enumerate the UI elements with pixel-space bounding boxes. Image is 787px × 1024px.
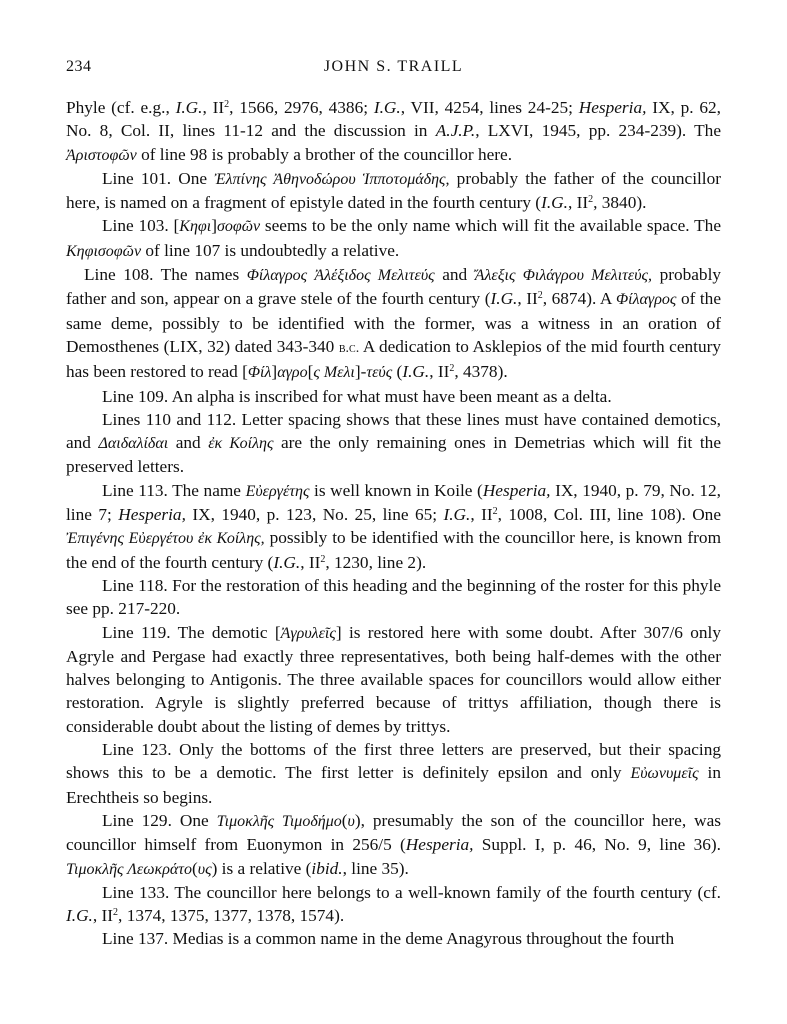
text: probably father and son, appear on a grave stele of the fourth century (	[66, 265, 722, 309]
text: Line 113. The name	[102, 480, 246, 500]
superscript: 2	[320, 553, 326, 565]
greek-text: υ	[347, 812, 355, 830]
greek-text: Ἄλεξις Φιλάγρου Μελιτεύς,	[474, 267, 653, 285]
superscript: 2	[113, 907, 119, 919]
note-line-113	[66, 479, 721, 574]
text: probably the father of the councillor here, is named on a fragment of epistyle dated in the fourth century (	[66, 168, 722, 213]
text: , II	[92, 906, 114, 926]
running-head	[66, 58, 721, 82]
note-line-109: Line 109. An alpha is inscribed for what must have been meant as a delta.	[102, 386, 612, 406]
text: , LXVI, 1945, pp. 234-239). The	[475, 121, 721, 141]
superscript: 2	[492, 506, 498, 518]
greek-text: Τιμοκλῆς Λεωκράτο	[66, 860, 192, 878]
text: Line 133. The councillor here belongs to a well-known family of the fourth century (cf.	[102, 882, 721, 902]
greek-text: Ἐπιγένης Εὐεργέτου ἐκ Κοίλης,	[66, 530, 265, 548]
small-caps-text: b.c.	[338, 340, 360, 356]
note-line-103	[66, 214, 721, 263]
text: seems to be the only name which will fit the available space. The	[260, 216, 721, 236]
greek-text: Φίλαγρος Ἀλέξιδος Μελιτεύς	[246, 267, 435, 285]
text: Line 129. One	[102, 810, 217, 830]
text: of the same deme, possibly to be identified with the former, was a witness in an oration of Demosthenes (LIX, 32) dated 343-340	[66, 289, 721, 356]
note-line-137: Line 137. Medias is a common name in the deme Anagyrous throughout the fourth	[102, 929, 675, 949]
note-line-118: Line 118. For the restoration of this heading and the beginning of the roster for this phyle see pp. 217-220.	[66, 575, 721, 619]
text: A dedication to Asklepios of the mid fourth century has been restored to read [	[66, 336, 721, 382]
greek-text: Κηφι	[179, 218, 212, 236]
greek-text: Φίλαγρος	[615, 291, 677, 309]
text: Lines 110 and 112. Letter spacing shows that these lines must have contained demotics, and	[66, 409, 721, 453]
text: IX, p. 62, No. 8, Col. II, lines 11-12 and the discussion in	[66, 98, 721, 141]
text: , 3840).	[593, 193, 647, 213]
citation: I.G.	[175, 98, 203, 117]
text: Line 123. Only the bottoms of the first three letters are preserved, but their spacing shows this to be a demotic. The first letter is definitely epsilon and only	[66, 740, 721, 783]
greek-text: ἐκ Κοίλης	[208, 435, 274, 453]
superscript: 2	[449, 363, 455, 375]
citation: I.G.	[373, 98, 401, 117]
note-line-108	[66, 263, 721, 384]
text: , 1008, Col. III, line 108). One	[497, 505, 721, 525]
text: , II	[567, 193, 589, 213]
text: ), presumably the son of the councillor here, was councillor himself from Euonymon in 256/5 (	[66, 810, 721, 855]
citation: Hesperia,	[482, 480, 551, 500]
note-lines-110-112	[66, 408, 721, 479]
text: , II	[517, 289, 538, 309]
text: ) is a relative (	[211, 858, 312, 878]
citation: I.G.	[443, 505, 471, 525]
text: ]	[271, 362, 278, 382]
running-head-author: JOHN S. TRAILL	[323, 58, 464, 75]
text: (	[392, 362, 403, 382]
text: ]	[211, 216, 217, 236]
text: , 4378).	[454, 362, 508, 382]
note-line-133	[66, 881, 721, 928]
greek-text: τεύς	[366, 364, 393, 382]
greek-text: Φίλ	[247, 364, 272, 382]
text: of line 107 is undoubtedly a relative.	[141, 240, 400, 260]
text: , 6874). A	[542, 289, 616, 309]
text: (	[192, 858, 198, 878]
text: Suppl. I, p. 46, No. 9, line 36).	[473, 835, 721, 855]
note-line-119	[66, 621, 721, 738]
greek-text: Εὐωνυμεῖς	[630, 765, 699, 783]
text: IX, 1940, p. 123, No. 25, line 65;	[185, 505, 444, 525]
text: Line 108. The names	[84, 265, 247, 285]
text: is well known in Koile (	[309, 480, 483, 500]
greek-text: σοφῶν	[216, 218, 261, 236]
text: , II	[300, 552, 321, 572]
citation: Hesperia,	[578, 98, 647, 117]
text: and	[168, 433, 209, 453]
greek-text: αγρο	[277, 364, 308, 382]
greek-text: ς Μελι	[313, 364, 355, 382]
text: , II	[202, 98, 225, 117]
citation: ibid.	[311, 858, 343, 878]
article-body	[66, 96, 721, 951]
text: IX, 1940, p. 79, No. 12, line 7;	[66, 480, 721, 525]
text: are the only remaining ones in Demetrias which will fit the preserved letters.	[66, 433, 721, 477]
text: , 1374, 1375, 1377, 1378, 1574).	[118, 906, 345, 926]
superscript: 2	[224, 99, 230, 110]
text: Line 103. [	[102, 216, 180, 236]
text: and	[434, 265, 475, 285]
citation: I.G.	[66, 906, 93, 926]
superscript: 2	[537, 290, 543, 302]
citation: A.J.P.	[435, 121, 476, 141]
text: Line 101. One	[102, 168, 215, 188]
text: Phyle (cf. e.g.,	[66, 98, 176, 117]
note-line-101	[66, 167, 721, 215]
text: in Erechtheis so begins.	[66, 763, 721, 807]
text: , VII, 4254, lines 24-25;	[400, 98, 579, 117]
text: , 1566, 2976, 4386;	[229, 98, 374, 117]
text: , 1230, line 2).	[325, 552, 427, 572]
text: of line 98 is probably a brother of the councillor here.	[136, 144, 513, 164]
greek-text: Κηφισοφῶν	[66, 242, 142, 260]
greek-text: Τιμοκλῆς Τιμοδήμο	[216, 812, 342, 830]
text: (	[341, 810, 348, 830]
text: , II	[470, 505, 493, 525]
text: [	[307, 362, 314, 382]
citation: I.G.	[490, 289, 518, 309]
greek-text: Δαιδαλίδαι	[98, 435, 169, 453]
note-line-123	[66, 738, 721, 809]
text: ] is restored here with some doubt. After 307/6 only Agryle and Pergase had exactly three representatives, both being half-demes with the other halves belonging to Antigonis. The three available spaces for councillors would allow either restoration. Agryle is slightly preferred because of trittys affiliation, though there is considerable doubt about the listing of demes by trittys.	[66, 622, 721, 736]
greek-text: Ἀγρυλεῖς	[280, 624, 336, 642]
greek-text: υς	[197, 860, 212, 878]
text: possibly to be identified with the councillor here, is known from the end of the fourth century (	[66, 528, 722, 572]
page-number: 234	[66, 58, 92, 75]
citation: Hesperia,	[118, 505, 186, 525]
text: , line 35).	[342, 858, 409, 878]
citation: I.G.	[402, 362, 430, 382]
citation: I.G.	[273, 552, 301, 572]
citation: I.G.	[541, 193, 568, 213]
note-line-129	[66, 809, 721, 881]
superscript: 2	[588, 194, 594, 206]
greek-text: Ἀριστοφῶν	[66, 146, 137, 164]
citation: Hesperia,	[405, 835, 474, 855]
greek-text: Ἐλπίνης Ἀθηνοδώρου Ἱπποτομάδης,	[214, 170, 450, 188]
text: Line 119. The demotic [	[102, 622, 281, 642]
paragraph-continued	[66, 96, 721, 167]
text: , II	[429, 362, 450, 382]
greek-text: Εὐεργέτης	[245, 482, 310, 500]
text: ]-	[354, 362, 367, 382]
